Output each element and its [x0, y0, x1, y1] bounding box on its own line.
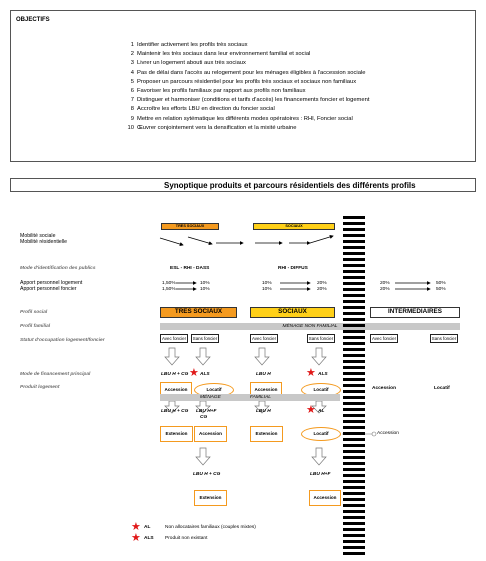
ladder-stripe [343, 486, 365, 489]
star-icon: ★ [306, 367, 316, 379]
ladder-stripe [343, 246, 365, 249]
objectif-number: 9 [130, 115, 134, 122]
produit2-i-accession: Accession [377, 431, 399, 436]
fin-s-als: ALS [318, 372, 328, 377]
produit3-ts-extension: Extension [194, 490, 227, 506]
apport-ts-log-from: 1,50% [162, 281, 176, 286]
ladder-stripe [343, 534, 365, 537]
produit-i-accession: Accession [372, 386, 396, 391]
objectif-item [127, 124, 472, 133]
label-mobilite-sociale: Mobilité sociale [20, 233, 56, 239]
objectif-text: Identifier activement les profils très sociaux [137, 42, 248, 48]
label-profil-social: Profil social [20, 310, 48, 315]
ladder-stripe [343, 432, 365, 435]
objectif-number: 1 [130, 42, 134, 48]
statut-ts-sans-foncier: Sans foncier [192, 336, 218, 341]
objectif-text: Maintenir les très sociaux dans leur environnement familial et social [137, 51, 311, 58]
ladder-stripe [343, 342, 365, 345]
ladder-stripe [343, 318, 365, 321]
star-icon: ★ [131, 532, 141, 544]
apport-ts-fon-from: 1,50% [162, 287, 176, 292]
ladder-stripe [343, 480, 365, 483]
ladder-stripe [343, 216, 365, 219]
label-produit-logement: Produit logement [20, 385, 60, 390]
ladder-stripe [343, 492, 365, 495]
down-arrow-icon [165, 348, 179, 365]
fin-ts-lbu-h-cg: LBU H + CG [161, 372, 189, 377]
ladder-stripe [343, 384, 365, 387]
label-apport-logement: Apport personnel logement [20, 280, 83, 286]
objectif-text: Distinguer et harmoniser (conditions et tarifs d'accès) les financements foncier et logement [137, 97, 370, 104]
ladder-stripe [343, 522, 365, 525]
ladder-stripe [343, 336, 365, 339]
down-arrow-icon [255, 348, 269, 365]
ladder-stripe [343, 420, 365, 423]
apport-ts-log-to: 10% [200, 281, 210, 286]
produit2-ts-extension: Extension [160, 426, 193, 442]
ladder-stripe [343, 390, 365, 393]
produit3-s-accession: Accession [309, 490, 341, 506]
ladder-stripe [343, 468, 365, 471]
produit-s-accession: Accession [250, 382, 282, 398]
statut-s-sans-foncier: Sans foncier [308, 336, 334, 341]
ladder-stripe [343, 276, 365, 279]
objectif-number: 5 [130, 78, 134, 85]
objectif-text: Œuvrer conjointement vers la densification et la mixité urbaine [137, 124, 297, 131]
objectif-item [127, 41, 472, 50]
produit-ts-accession: Accession [160, 382, 192, 398]
fin-s-lbu-h: LBU H [256, 372, 271, 377]
arrow-mobility-1 [160, 238, 183, 245]
produit-s-locatif: Locatif [301, 383, 341, 397]
ladder-stripe [343, 396, 365, 399]
apport-i-fon-to: 50% [436, 287, 446, 292]
separator-ladder [343, 216, 365, 557]
ladder-stripe [343, 330, 365, 333]
ladder-stripe [343, 414, 365, 417]
profil-intermediaires: INTERMEDIAIRES [370, 307, 460, 318]
ladder-stripe [343, 510, 365, 513]
fin3-s-lbu-hf: LBU H+F [310, 472, 331, 477]
objectifs-list [127, 41, 472, 133]
apport-s-fon-from: 10% [262, 287, 272, 292]
ladder-stripe [343, 312, 365, 315]
apport-s-log-to: 20% [317, 281, 327, 286]
ladder-stripe [343, 258, 365, 261]
legend-al-text: Non allocataires familiaux (couples mixtes) [165, 525, 256, 530]
bar-menage-non-familial: MÉNAGE NON FAMILIAL [160, 323, 460, 330]
produit2-s-extension: Extension [250, 426, 283, 442]
ladder-stripe [343, 306, 365, 309]
synoptique-title: Synoptique produits et parcours résidentiels des différents profils [164, 181, 416, 190]
arrow-mobility-2 [188, 237, 212, 244]
objectif-number: 10 [127, 124, 134, 131]
ladder-stripe [343, 360, 365, 363]
objectif-text: Mettre en relation sytématique les différents modes opératoires : RHI, Foncier social [137, 115, 353, 122]
statut-s-avec-foncier: Avec foncier [251, 336, 277, 341]
apport-arrows [170, 279, 460, 293]
objectif-number: 6 [130, 88, 134, 95]
ladder-stripe [343, 462, 365, 465]
ladder-stripe [343, 348, 365, 351]
ladder-stripe [343, 444, 365, 447]
fin2-s-lbu-h: LBU H [256, 409, 271, 414]
down-arrow-icon [196, 448, 210, 465]
objectif-text: Accroître les efforts LBU en direction du foncier social [137, 106, 275, 113]
objectif-item [127, 78, 472, 87]
star-icon: ★ [131, 521, 141, 533]
fin2-ts-lbu-h-cg: LBU H + CG [161, 409, 189, 414]
label-profil-familial: Profil familial [20, 324, 51, 329]
down-arrow-icon [312, 448, 326, 465]
objectif-item [127, 105, 472, 114]
objectif-number: 3 [130, 60, 134, 67]
apport-i-log-from: 20% [380, 281, 390, 286]
legend-als-text: Produit non existant [165, 536, 208, 541]
arrow-mobility-6 [310, 236, 333, 243]
statut-i-sans-foncier: Sans foncier [431, 336, 457, 341]
ladder-stripe [343, 516, 365, 519]
objectif-number: 7 [130, 97, 134, 104]
ladder-stripe [343, 270, 365, 273]
ladder-stripe [343, 504, 365, 507]
down-arrow-icon [196, 348, 210, 365]
tag-sociaux: SOCIAUX [253, 223, 335, 230]
apport-i-fon-from: 20% [380, 287, 390, 292]
produit2-s-locatif: Locatif [301, 427, 341, 441]
legend-als-code: ALS [144, 536, 154, 541]
objectif-number: 8 [130, 106, 134, 113]
objectif-number: 2 [130, 51, 134, 58]
ladder-stripe [343, 546, 365, 549]
apport-s-fon-to: 20% [317, 287, 327, 292]
objectif-item [127, 87, 472, 96]
ladder-stripe [343, 372, 365, 375]
ladder-stripe [343, 408, 365, 411]
star-icon: ★ [189, 367, 199, 379]
fin2-ts-lbu-hf: LBU H+F [196, 409, 217, 414]
ladder-stripe [343, 474, 365, 477]
identification-sociaux: RHI - DIFFUS [278, 266, 308, 271]
menage-familial-left: MÉNAGE [200, 395, 221, 400]
ladder-stripe [343, 528, 365, 531]
ladder-stripe [343, 456, 365, 459]
ladder-stripe [343, 234, 365, 237]
profil-sociaux: SOCIAUX [250, 307, 335, 318]
statut-ts-avec-foncier: Avec foncier [161, 336, 187, 341]
label-mode-financement: Mode de financement principal [20, 372, 91, 377]
label-mode-identification: Mode d'identification des publics [20, 266, 96, 271]
fin-ts-als: ALS [200, 372, 210, 377]
ladder-stripe [343, 426, 365, 429]
ladder-stripe [343, 228, 365, 231]
profil-tres-sociaux: TRES SOCIAUX [160, 307, 237, 318]
produit2-ts-accession: Accession [194, 426, 227, 442]
label-statut-occupation: Statut d'occupation logement/foncier [20, 338, 105, 343]
objectif-item [127, 69, 472, 78]
ladder-stripe [343, 366, 365, 369]
produit-i-locatif: Locatif [434, 386, 450, 391]
label-apport-foncier: Apport personnel foncier [20, 286, 77, 292]
hollow-arrows-row1 [160, 346, 340, 368]
menage-familial-right: FAMILIAL [250, 395, 271, 400]
ladder-stripe [343, 498, 365, 501]
down-arrow-icon [312, 348, 326, 365]
ladder-stripe [343, 240, 365, 243]
fin3-ts-lbu-h-cg: LBU H + CG [193, 472, 221, 477]
ladder-stripe [343, 402, 365, 405]
ladder-stripe [343, 264, 365, 267]
ladder-stripe [343, 378, 365, 381]
ladder-stripe [343, 540, 365, 543]
objectif-text: Pas de délai dans l'accès au relogement pour les ménages éligibles à l'accession sociale [137, 69, 366, 76]
ladder-stripe [343, 222, 365, 225]
ladder-stripe [343, 300, 365, 303]
tag-tres-sociaux: TRES SOCIAUX [161, 223, 219, 230]
produit-ts-locatif: Locatif [194, 383, 234, 397]
legend-al-code: AL [144, 525, 151, 530]
ladder-stripe [343, 288, 365, 291]
label-mobilite-residentielle: Mobilité résidentielle [20, 239, 67, 245]
objectif-item [127, 96, 472, 105]
bar-menage-familial [160, 394, 340, 401]
ladder-stripe [343, 294, 365, 297]
fin2-ts-cg: CG [200, 415, 208, 420]
statut-i-avec-foncier: Avec foncier [371, 336, 397, 341]
ladder-stripe [343, 552, 365, 555]
ladder-stripe [343, 324, 365, 327]
fin2-s-al: AL [318, 409, 325, 414]
mobility-arrows [155, 230, 340, 252]
hollow-arrows-row3 [190, 446, 330, 468]
apport-i-log-to: 50% [436, 281, 446, 286]
objectif-number: 4 [130, 69, 134, 76]
objectif-text: Proposer un parcours résidentiel pour les profils très sociaux et sociaux non familiaux [137, 78, 357, 85]
objectif-text: Favoriser les profils familiaux par rapport aux profils non familiaux [137, 88, 306, 95]
ladder-stripe [343, 354, 365, 357]
identification-tres-sociaux: ESL - RHI - DASS [170, 266, 210, 271]
objectif-item [127, 115, 472, 124]
objectif-item [127, 59, 472, 68]
objectifs-box [10, 10, 476, 162]
star-icon: ★ [306, 404, 316, 416]
ladder-stripe [343, 252, 365, 255]
ladder-stripe [343, 282, 365, 285]
apport-s-log-from: 10% [262, 281, 272, 286]
ladder-stripe [343, 450, 365, 453]
ladder-stripe [343, 438, 365, 441]
objectifs-title: OBJECTIFS [16, 17, 50, 23]
objectif-item [127, 50, 472, 59]
objectif-text: Livrer un logement abouti aux très sociaux [137, 60, 246, 67]
apport-ts-fon-to: 10% [200, 287, 210, 292]
